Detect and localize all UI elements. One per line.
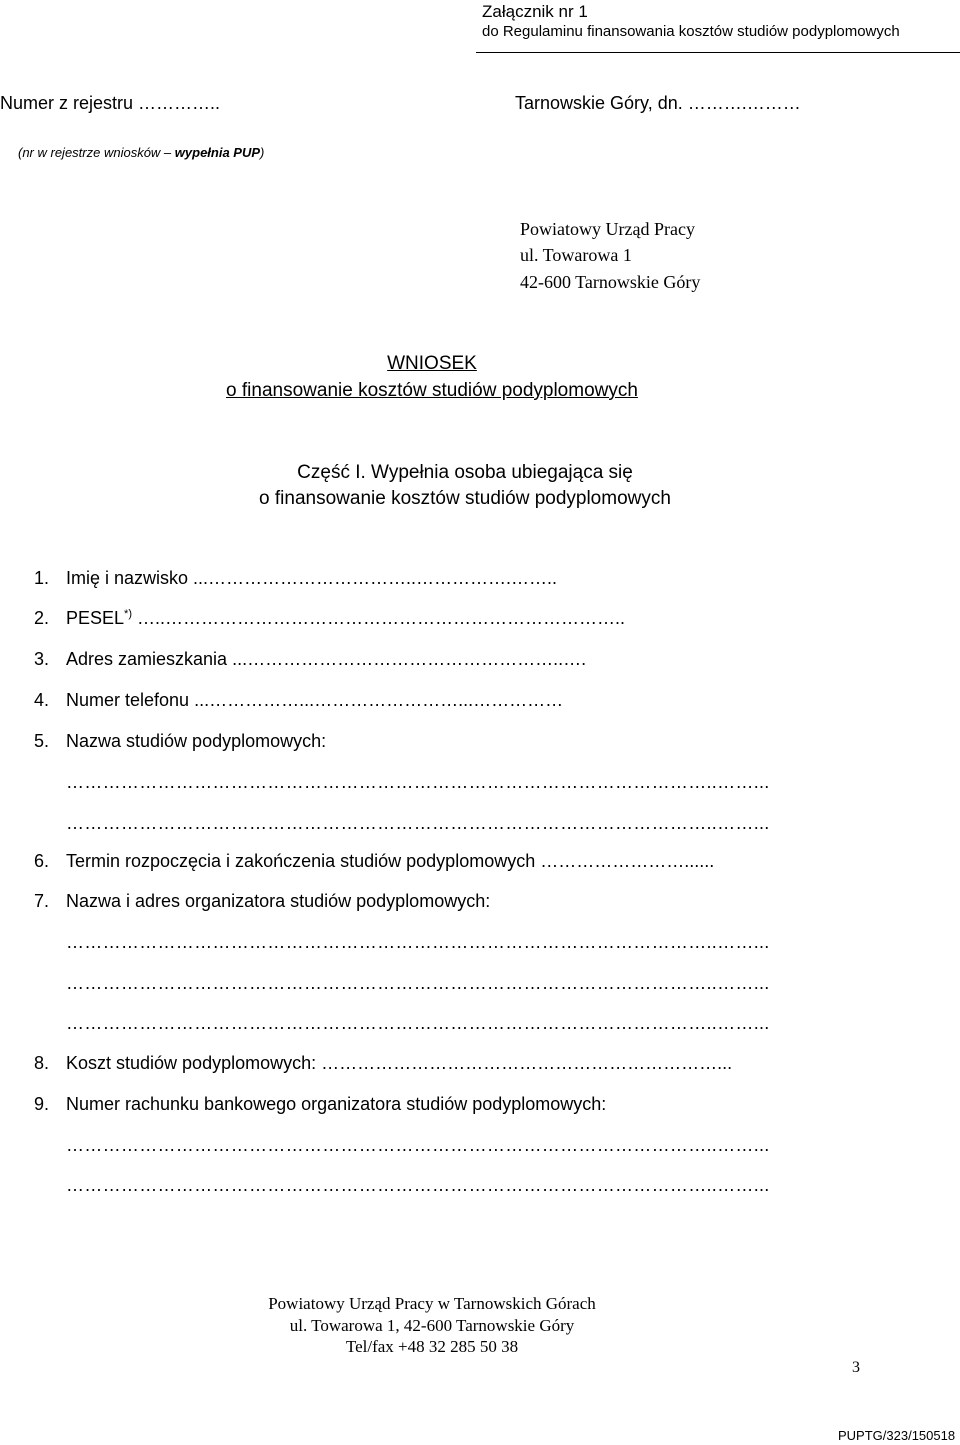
item-number: 4. bbox=[34, 690, 50, 710]
field-full-name[interactable] bbox=[34, 568, 557, 589]
page-number: 3 bbox=[852, 1359, 860, 1376]
item-label: Numer rachunku bankowego organizatora studiów podyplomowych: bbox=[66, 1094, 607, 1114]
item-number: 7. bbox=[34, 891, 50, 911]
office-city: 42-600 Tarnowskie Góry bbox=[520, 272, 701, 292]
item-label: Nazwa studiów podyplomowych: bbox=[66, 731, 327, 751]
item-label: Koszt studiów podyplomowych: …………………………………………………………... bbox=[66, 1053, 733, 1073]
footer-address: ul. Towarowa 1, 42-600 Tarnowskie Góry bbox=[289, 1316, 575, 1335]
document-subtitle: o finansowanie kosztów studiów podyplomowych bbox=[226, 380, 638, 401]
organizer-line-3[interactable]: ……………………………………………………………………………………………..……... bbox=[66, 1013, 770, 1033]
office-name: Powiatowy Urząd Pracy bbox=[520, 219, 695, 239]
registry-note-suffix: ) bbox=[260, 145, 265, 160]
field-phone[interactable] bbox=[34, 690, 563, 711]
registry-note-bold: wypełnia PUP bbox=[174, 145, 261, 160]
organizer-line-2[interactable]: ……………………………………………………………………………………………..……... bbox=[66, 973, 770, 993]
date-field[interactable]: Tarnowskie Góry, dn. ……….……… bbox=[515, 93, 801, 113]
footer-office-name: Powiatowy Urząd Pracy w Tarnowskich Górach bbox=[268, 1294, 596, 1313]
organizer-line-1[interactable]: ……………………………………………………………………………………………..……... bbox=[66, 932, 770, 952]
item-label: Adres zamieszkania ...……………………………………………..…. bbox=[66, 649, 587, 669]
item-label: Termin rozpoczęcia i zakończenia studiów podyplomowych ……………………...... bbox=[66, 851, 715, 871]
item-label: PESEL bbox=[66, 608, 125, 628]
item-label: Nazwa i adres organizatora studiów podyplomowych: bbox=[66, 891, 491, 911]
registry-note bbox=[18, 145, 264, 160]
attachment-subtitle: do Regulaminu finansowania kosztów studiów podyplomowych bbox=[482, 23, 900, 40]
field-organizer bbox=[34, 891, 490, 912]
document-title: WNIOSEK bbox=[387, 353, 477, 374]
item-dots: …..………………………………………………………………….. bbox=[132, 608, 626, 628]
item-label: Numer telefonu ...……………...……………………...…………… bbox=[66, 690, 564, 710]
header-divider bbox=[476, 52, 960, 53]
bank-account-line-1[interactable]: ……………………………………………………………………………………………..……... bbox=[66, 1135, 770, 1155]
item-number: 9. bbox=[34, 1094, 50, 1114]
item-number: 3. bbox=[34, 649, 50, 669]
footer-phone: Tel/fax +48 32 285 50 38 bbox=[345, 1337, 519, 1356]
field-address[interactable] bbox=[34, 649, 586, 670]
document-code: PUPTG/323/150518 bbox=[838, 1428, 956, 1443]
part-heading: Część I. Wypełnia osoba ubiegająca się bbox=[297, 462, 633, 483]
item-number: 2. bbox=[34, 608, 50, 628]
field-pesel[interactable] bbox=[34, 608, 625, 629]
item-label: Imię i nazwisko ...……………………………..…………….…….. bbox=[66, 568, 558, 588]
item-number: 5. bbox=[34, 731, 50, 751]
field-bank-account bbox=[34, 1094, 606, 1115]
field-cost[interactable] bbox=[34, 1053, 732, 1074]
attachment-title: Załącznik nr 1 bbox=[482, 2, 588, 21]
registry-note-prefix: (nr w rejestrze wniosków – bbox=[18, 145, 175, 160]
footnote-marker: *) bbox=[124, 608, 132, 620]
office-street: ul. Towarowa 1 bbox=[520, 245, 632, 265]
registry-number-field[interactable]: Numer z rejestru ………….. bbox=[0, 93, 221, 113]
bank-account-line-2[interactable]: ……………………………………………………………………………………………..……... bbox=[66, 1175, 770, 1195]
item-number: 6. bbox=[34, 851, 50, 871]
study-name-line-2[interactable]: ……………………………………………………………………………………………..……... bbox=[66, 813, 770, 833]
item-number: 8. bbox=[34, 1053, 50, 1073]
study-name-line-1[interactable]: ……………………………………………………………………………………………..……... bbox=[66, 772, 770, 792]
part-heading-continued: o finansowanie kosztów studiów podyplomowych bbox=[259, 488, 671, 509]
field-study-name bbox=[34, 731, 326, 752]
field-study-dates[interactable] bbox=[34, 851, 714, 872]
item-number: 1. bbox=[34, 568, 50, 588]
